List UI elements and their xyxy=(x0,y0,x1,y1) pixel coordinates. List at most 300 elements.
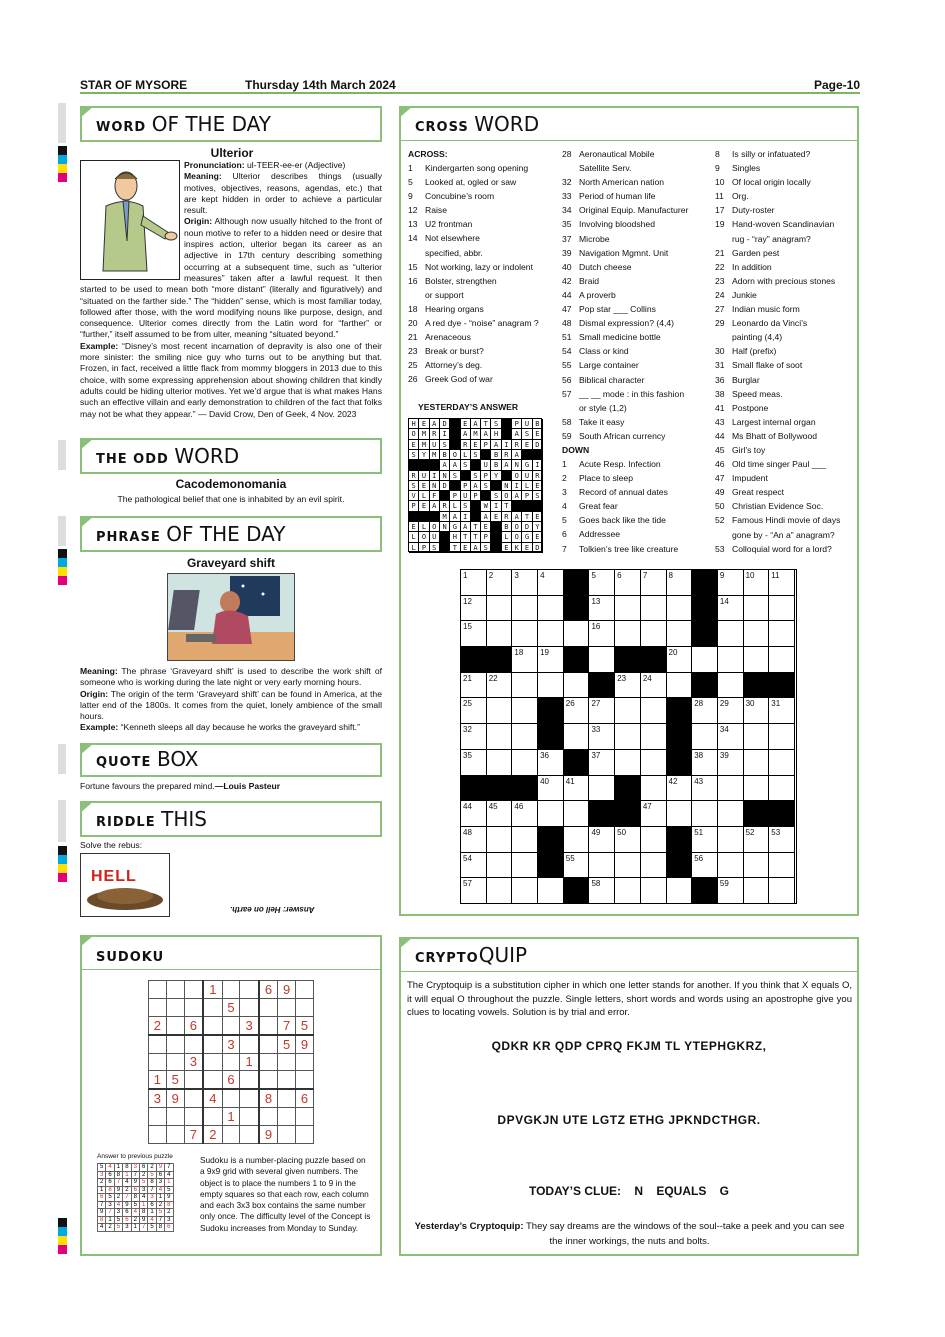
crossword-cell[interactable] xyxy=(564,724,590,750)
answer-cell: 8 xyxy=(123,1164,131,1172)
yesterday-answer-grid xyxy=(408,418,542,552)
sudoku-cell[interactable] xyxy=(259,998,278,1016)
sudoku-cell[interactable] xyxy=(203,1035,222,1053)
answer-cell xyxy=(471,460,481,470)
sudoku-cell[interactable] xyxy=(203,1108,222,1126)
crossword-cell[interactable] xyxy=(512,750,538,776)
sudoku-cell[interactable] xyxy=(278,1053,296,1071)
sudoku-cell[interactable] xyxy=(278,1108,296,1126)
crossword-cell[interactable]: 5 xyxy=(589,570,615,596)
crossword-cell[interactable] xyxy=(615,878,641,904)
answer-cell: O xyxy=(430,522,440,532)
crossword-cell[interactable]: 21 xyxy=(461,673,487,699)
answer-cell: 5 xyxy=(148,1171,156,1179)
crossword-cell[interactable] xyxy=(692,801,718,827)
crossword-cell[interactable] xyxy=(487,853,513,879)
crossword-cell[interactable]: 50 xyxy=(615,827,641,853)
answer-cell: S xyxy=(522,429,532,439)
crossword-cell[interactable]: 4 xyxy=(538,570,564,596)
crossword-cell[interactable]: 58 xyxy=(589,878,615,904)
sudoku-cell[interactable] xyxy=(296,1108,314,1126)
crossword-cell[interactable] xyxy=(718,827,744,853)
answer-cell xyxy=(450,440,460,450)
sudoku-cell[interactable] xyxy=(240,1108,259,1126)
crossword-cell[interactable] xyxy=(538,596,564,622)
sudoku-cell[interactable] xyxy=(222,1016,240,1034)
black-square xyxy=(769,673,795,699)
sudoku-cell[interactable] xyxy=(296,1053,314,1071)
sudoku-cell[interactable] xyxy=(203,998,222,1016)
crossword-cell[interactable]: 9 xyxy=(718,570,744,596)
sudoku-cell[interactable] xyxy=(278,1089,296,1107)
answer-cell: A xyxy=(502,460,512,470)
crossword-cell[interactable] xyxy=(641,776,667,802)
answer-cell xyxy=(512,501,522,511)
sudoku-cell[interactable] xyxy=(166,1016,184,1034)
quote-text: Fortune favours the prepared mind.—Louis Pasteur xyxy=(80,781,281,791)
black-square xyxy=(692,878,718,904)
sudoku-cell[interactable] xyxy=(166,998,184,1016)
answer-cell xyxy=(522,450,532,460)
crossword-cell[interactable] xyxy=(692,647,718,673)
clue-text: Kindergarten song opening xyxy=(425,163,529,173)
crossword-cell[interactable] xyxy=(667,621,693,647)
crossword-cell[interactable]: 55 xyxy=(564,853,590,879)
sudoku-cell[interactable] xyxy=(240,1126,259,1144)
crossword-cell[interactable]: 35 xyxy=(461,750,487,776)
crossword-cell[interactable]: 15 xyxy=(461,621,487,647)
crossword-cell[interactable]: 47 xyxy=(641,801,667,827)
clue-number: 38 xyxy=(715,388,725,399)
answer-cell xyxy=(491,522,501,532)
clue-number: 5 xyxy=(408,177,413,188)
clue-item xyxy=(715,387,840,401)
crossword-cell[interactable] xyxy=(641,878,667,904)
crossword-cell[interactable]: 33 xyxy=(589,724,615,750)
crossword-cell[interactable] xyxy=(744,776,770,802)
clue-item xyxy=(562,527,678,541)
sudoku-cell[interactable] xyxy=(259,1035,278,1053)
crossword-cell[interactable]: 10 xyxy=(744,570,770,596)
crossword-cell[interactable]: 3 xyxy=(512,570,538,596)
answer-cell: P xyxy=(522,491,532,501)
answer-cell: G xyxy=(522,460,532,470)
answer-cell: B xyxy=(491,460,501,470)
crossword-cell[interactable] xyxy=(769,647,795,673)
answer-cell: 7 xyxy=(114,1179,122,1187)
sudoku-cell[interactable] xyxy=(149,1053,167,1071)
crossword-cell[interactable] xyxy=(718,853,744,879)
crossword-cell[interactable] xyxy=(564,801,590,827)
answer-cell: T xyxy=(481,419,491,429)
clue-item xyxy=(715,443,840,457)
clue-item xyxy=(562,161,688,175)
sudoku-cell[interactable] xyxy=(259,1108,278,1126)
clue-item xyxy=(562,429,688,443)
crossword-cell[interactable] xyxy=(512,621,538,647)
clue-number: 55 xyxy=(562,360,572,371)
crossword-cell[interactable]: 57 xyxy=(461,878,487,904)
crossword-cell[interactable] xyxy=(744,853,770,879)
sudoku-cell[interactable] xyxy=(184,998,203,1016)
crossword-cell[interactable] xyxy=(512,878,538,904)
crossword-cell[interactable] xyxy=(641,621,667,647)
crossword-cell[interactable]: 27 xyxy=(589,698,615,724)
crossword-cell[interactable]: 1 xyxy=(461,570,487,596)
answer-cell xyxy=(430,512,440,522)
crossword-cell[interactable]: 39 xyxy=(718,750,744,776)
crossword-cell[interactable] xyxy=(512,673,538,699)
black-square xyxy=(615,801,641,827)
answer-cell: M xyxy=(440,512,450,522)
crossword-cell[interactable] xyxy=(769,776,795,802)
crossword-cell[interactable] xyxy=(667,596,693,622)
crossword-cell[interactable] xyxy=(512,853,538,879)
crossword-cell[interactable] xyxy=(744,724,770,750)
crossword-cell[interactable] xyxy=(487,724,513,750)
crossword-cell[interactable]: 36 xyxy=(538,750,564,776)
crossword-cell[interactable]: 48 xyxy=(461,827,487,853)
black-square xyxy=(615,776,641,802)
crossword-cell[interactable]: 2 xyxy=(487,570,513,596)
black-square xyxy=(461,647,487,673)
answer-cell: P xyxy=(512,419,522,429)
crossword-cell[interactable]: 44 xyxy=(461,801,487,827)
crossword-cell[interactable] xyxy=(744,878,770,904)
sudoku-cell[interactable] xyxy=(184,1108,203,1126)
crossword-cell[interactable] xyxy=(692,724,718,750)
answer-cell: A xyxy=(450,512,460,522)
crossword-cell[interactable] xyxy=(744,750,770,776)
sudoku-cell[interactable] xyxy=(222,981,240,999)
crossword-cell[interactable] xyxy=(718,801,744,827)
sudoku-cell[interactable] xyxy=(166,981,184,999)
clue-item xyxy=(562,316,688,330)
crossword-cell[interactable] xyxy=(718,621,744,647)
crossword-cell[interactable]: 16 xyxy=(589,621,615,647)
crossword-cell[interactable] xyxy=(769,596,795,622)
sudoku-cell: 3 xyxy=(222,1035,240,1053)
crossword-cell[interactable]: 29 xyxy=(718,698,744,724)
clue-item xyxy=(715,485,840,499)
black-square xyxy=(564,878,590,904)
crossword-cell[interactable]: 11 xyxy=(769,570,795,596)
answer-cell: T xyxy=(461,532,471,542)
crossword-cell[interactable] xyxy=(538,801,564,827)
crossword-cell[interactable] xyxy=(512,698,538,724)
crossword-cell[interactable]: 24 xyxy=(641,673,667,699)
answer-cell: A xyxy=(471,543,481,553)
sudoku-cell: 6 xyxy=(222,1071,240,1089)
crossword-cell[interactable]: 51 xyxy=(692,827,718,853)
crossword-cell[interactable] xyxy=(615,698,641,724)
sudoku-cell[interactable] xyxy=(296,1071,314,1089)
odd-word-definition: The pathological belief that one is inhabited by an evil spirit. xyxy=(117,494,345,504)
clue-number: 22 xyxy=(715,261,725,272)
clue-text: Colloquial word for a lord? xyxy=(732,543,832,554)
crossword-cell[interactable] xyxy=(487,621,513,647)
crossword-cell[interactable] xyxy=(744,621,770,647)
crossword-cell[interactable]: 30 xyxy=(744,698,770,724)
answer-cell: P xyxy=(409,501,419,511)
answer-cell: U xyxy=(481,460,491,470)
crossword-cell[interactable]: 43 xyxy=(692,776,718,802)
answer-cell: 3 xyxy=(131,1164,139,1172)
crossword-cell[interactable] xyxy=(487,698,513,724)
crossword-cell[interactable] xyxy=(641,827,667,853)
sudoku-cell[interactable] xyxy=(296,1126,314,1144)
crossword-cell[interactable] xyxy=(667,878,693,904)
clue-text: Postpone xyxy=(732,402,769,413)
answer-cell: N xyxy=(512,460,522,470)
sudoku-cell[interactable] xyxy=(296,998,314,1016)
crossword-cell[interactable] xyxy=(589,853,615,879)
across-clues-col1 xyxy=(408,161,539,387)
crossword-cell[interactable] xyxy=(769,621,795,647)
crossword-cell[interactable] xyxy=(487,827,513,853)
answer-cell: E xyxy=(409,440,419,450)
answer-cell: U xyxy=(461,491,471,501)
crossword-cell[interactable] xyxy=(615,596,641,622)
crossword-cell[interactable] xyxy=(667,801,693,827)
crossword-cell[interactable]: 37 xyxy=(589,750,615,776)
crossword-cell[interactable]: 42 xyxy=(667,776,693,802)
margin-bar xyxy=(58,516,66,546)
word-definition: Pronunciation: ul-TEER-ee-er (Adjective) Meaning: Ulterior describes things (usually motives, objectives, reasons, agendas, etc.) that are kept hidden in order to achieve a particular result. Origin: Although now usually hitched to the front of noun motive to refer to a hidden need or desire that inspires action, ulterior began its career as an adjective in 17th century describing something occurring at a subsequent time, such as “ulterior measures” taken after a lawful request. It then started to be used to mean both “more distant” (literally and figuratively) and “situated on the farther side.” The “hidden” sense, which is most familiar today, followed after those, with the word modifying nouns like purpose, design, and consequence. Ulterior comes directly from the Latin word for “farther” or “further,” itself assumed to be from ulter, meaning “situated beyond.” Example: “Disney’s most recent incarnation of depravity is also one of their more sinister: the smiling nice guy who turns out to be anything but that. Frozen, in fact, received a little flack from mommy bloggers in 2013 due to this choice, with some expressing apprehension about showing children that kindly adults could be hiding ulterior motives. Yet we’d argue that is what makes Hans such an effective villain and early demonstration to children of the fact that folks may not be what they appear.” — David Crow, Den of Geek, 4 Nov. 2023 xyxy=(80,160,382,419)
sudoku-cell[interactable] xyxy=(184,981,203,999)
sudoku-cell[interactable] xyxy=(149,1108,167,1126)
crossword-cell[interactable]: 8 xyxy=(667,570,693,596)
crossword-cell[interactable] xyxy=(538,878,564,904)
crossword-cell[interactable] xyxy=(718,673,744,699)
crossword-cell[interactable] xyxy=(564,827,590,853)
sudoku-cell: 1 xyxy=(222,1108,240,1126)
crossword-cell[interactable]: 28 xyxy=(692,698,718,724)
crossword-cell[interactable]: 13 xyxy=(589,596,615,622)
clue-text: Acute Resp. Infection xyxy=(579,459,661,469)
clue-text: Duty-roster xyxy=(732,205,775,216)
clue-text: Break or burst? xyxy=(425,346,484,357)
sudoku-cell[interactable] xyxy=(240,1035,259,1053)
crossword-cell[interactable] xyxy=(769,878,795,904)
sudoku-cell[interactable] xyxy=(149,981,167,999)
crossword-cell[interactable]: 46 xyxy=(512,801,538,827)
sudoku-cell[interactable] xyxy=(296,981,314,999)
crossword-cell[interactable] xyxy=(718,776,744,802)
clue-number: 37 xyxy=(562,233,572,244)
clue-number: 27 xyxy=(715,304,725,315)
sudoku-cell[interactable] xyxy=(184,1071,203,1089)
sudoku-cell[interactable] xyxy=(184,1035,203,1053)
answer-cell: 1 xyxy=(156,1194,164,1202)
crossword-cell[interactable] xyxy=(589,776,615,802)
crossword-cell[interactable]: 12 xyxy=(461,596,487,622)
answer-cell: 9 xyxy=(98,1209,106,1217)
crossword-cell[interactable]: 53 xyxy=(769,827,795,853)
crossword-cell[interactable]: 23 xyxy=(615,673,641,699)
sudoku-cell[interactable] xyxy=(149,1035,167,1053)
crossword-cell[interactable] xyxy=(641,596,667,622)
crossword-cell[interactable] xyxy=(769,853,795,879)
crossword-cell[interactable]: 56 xyxy=(692,853,718,879)
crossword-cell[interactable]: 40 xyxy=(538,776,564,802)
crossword-cell[interactable] xyxy=(744,647,770,673)
crossword-cell[interactable]: 38 xyxy=(692,750,718,776)
crossword-cell[interactable]: 59 xyxy=(718,878,744,904)
clue-number: 49 xyxy=(715,487,725,498)
crossword-cell[interactable] xyxy=(564,673,590,699)
sudoku-cell[interactable] xyxy=(259,1016,278,1034)
crossword-cell[interactable]: 22 xyxy=(487,673,513,699)
sudoku-cell[interactable] xyxy=(166,1035,184,1053)
crossword-cell[interactable] xyxy=(538,621,564,647)
clue-text: Garden pest xyxy=(732,247,780,258)
crossword-cell[interactable]: 49 xyxy=(589,827,615,853)
sudoku-cell[interactable] xyxy=(259,1071,278,1089)
clue-number: 14 xyxy=(408,233,418,244)
sudoku-cell[interactable] xyxy=(222,1053,240,1071)
crossword-cell[interactable]: 52 xyxy=(744,827,770,853)
answer-cell: S xyxy=(409,481,419,491)
crossword-cell[interactable] xyxy=(615,724,641,750)
crossword-cell[interactable]: 34 xyxy=(718,724,744,750)
answer-cell: 6 xyxy=(131,1186,139,1194)
crossword-cell[interactable]: 31 xyxy=(769,698,795,724)
clue-text: Burglar xyxy=(732,374,760,385)
crossword-cell[interactable] xyxy=(615,853,641,879)
clue-item xyxy=(408,203,539,217)
crossword-cell[interactable] xyxy=(487,596,513,622)
crossword-cell[interactable] xyxy=(641,853,667,879)
crossword-cell[interactable] xyxy=(538,673,564,699)
cryptoquip-line1: QDKR KR QDP CPRQ FKJM TL YTEPHGKRZ, xyxy=(491,1039,767,1053)
crossword-cell[interactable] xyxy=(641,698,667,724)
clue-number: 45 xyxy=(715,444,725,455)
crossword-cell[interactable] xyxy=(512,827,538,853)
sudoku-cell[interactable] xyxy=(222,1089,240,1107)
answer-cell: 7 xyxy=(148,1186,156,1194)
crossword-cell[interactable]: 45 xyxy=(487,801,513,827)
crossword-cell[interactable]: 32 xyxy=(461,724,487,750)
sudoku-cell[interactable] xyxy=(240,1089,259,1107)
clue-text: U2 frontman xyxy=(425,219,473,230)
sudoku-cell[interactable] xyxy=(240,1071,259,1089)
crossword-cell[interactable]: 19 xyxy=(538,647,564,673)
clue-item xyxy=(715,415,840,429)
answer-cell: 8 xyxy=(139,1209,147,1217)
sudoku-cell[interactable] xyxy=(240,998,259,1016)
answer-cell: A xyxy=(481,512,491,522)
answer-cell: I xyxy=(440,429,450,439)
sudoku-cell[interactable] xyxy=(278,1071,296,1089)
sudoku-cell[interactable] xyxy=(203,1071,222,1089)
crossword-cell[interactable]: 26 xyxy=(564,698,590,724)
crossword-cell[interactable] xyxy=(718,647,744,673)
sudoku-cell[interactable] xyxy=(278,998,296,1016)
clue-item xyxy=(408,175,539,189)
answer-cell: 2 xyxy=(156,1201,164,1209)
sudoku-cell[interactable] xyxy=(166,1108,184,1126)
clue-text: Impudent xyxy=(732,473,768,484)
clue-number: 11 xyxy=(715,191,724,202)
crossword-cell[interactable]: 54 xyxy=(461,853,487,879)
sudoku-cell[interactable] xyxy=(166,1053,184,1071)
sudoku-cell[interactable] xyxy=(149,1126,167,1144)
sudoku-cell[interactable] xyxy=(259,1053,278,1071)
sudoku-cell[interactable] xyxy=(278,1126,296,1144)
black-square xyxy=(538,827,564,853)
answer-cell: A xyxy=(461,429,471,439)
answer-cell: E xyxy=(522,440,532,450)
clue-item xyxy=(715,429,840,443)
crossword-cell[interactable] xyxy=(512,596,538,622)
answer-cell: E xyxy=(491,512,501,522)
crossword-cell[interactable] xyxy=(641,750,667,776)
answer-cell: 5 xyxy=(106,1194,114,1202)
clue-number: 54 xyxy=(562,346,572,357)
answer-cell: 1 xyxy=(139,1201,147,1209)
crossword-cell[interactable] xyxy=(667,673,693,699)
answer-cell xyxy=(409,460,419,470)
answer-cell: E xyxy=(533,532,543,542)
clue-item xyxy=(562,217,688,231)
crossword-cell[interactable]: 18 xyxy=(512,647,538,673)
crossword-cell[interactable] xyxy=(615,750,641,776)
crossword-cell[interactable]: 25 xyxy=(461,698,487,724)
answer-cell: U xyxy=(430,440,440,450)
answer-cell: A xyxy=(450,460,460,470)
registration-mark xyxy=(58,146,67,182)
crossword-cell[interactable] xyxy=(487,878,513,904)
crossword-cell[interactable]: 41 xyxy=(564,776,590,802)
phrase-illustration xyxy=(167,573,295,661)
clue-item xyxy=(562,288,688,302)
answer-cell: 7 xyxy=(156,1216,164,1224)
yesterday-answer-label: YESTERDAY’S ANSWER xyxy=(418,402,519,412)
clue-text: gone by - “An a” anagram? xyxy=(732,529,835,540)
sudoku-cell[interactable] xyxy=(240,981,259,999)
crossword-cell[interactable] xyxy=(744,596,770,622)
answer-cell: 7 xyxy=(131,1171,139,1179)
sudoku-cell[interactable] xyxy=(222,1126,240,1144)
crossword-cell[interactable] xyxy=(769,724,795,750)
sudoku-cell[interactable] xyxy=(203,1016,222,1034)
clue-item xyxy=(408,189,539,203)
crossword-cell[interactable] xyxy=(564,621,590,647)
crossword-cell[interactable] xyxy=(769,750,795,776)
crossword-cell[interactable] xyxy=(615,621,641,647)
sudoku-cell: 9 xyxy=(296,1035,314,1053)
crossword-cell[interactable] xyxy=(641,724,667,750)
sudoku-cell[interactable] xyxy=(166,1126,184,1144)
phrase-definition: Meaning: The phrase ‘Graveyard shift’ is used to describe the work shift of someone who is working during the late night or very early morning hours. Origin: The origin of the term ‘Graveyard shift’ can be found in America, at the latter end of the 1800s. It comes from the quiet, lonely ambience of the small hours. Example: “Kenneth sleeps all day because he works the graveyard shift.” xyxy=(80,666,382,733)
crossword-cell[interactable] xyxy=(589,647,615,673)
sudoku-cell[interactable] xyxy=(149,998,167,1016)
crossword-cell[interactable] xyxy=(512,724,538,750)
clue-number: 8 xyxy=(715,149,720,159)
sudoku-cell[interactable] xyxy=(184,1089,203,1107)
crossword-cell[interactable] xyxy=(487,750,513,776)
crossword-cell[interactable]: 7 xyxy=(641,570,667,596)
crossword-cell[interactable]: 6 xyxy=(615,570,641,596)
crossword-cell[interactable]: 20 xyxy=(667,647,693,673)
crossword-cell[interactable]: 14 xyxy=(718,596,744,622)
answer-cell: H xyxy=(409,419,419,429)
answer-cell: 2 xyxy=(139,1171,147,1179)
answer-cell: R xyxy=(512,440,522,450)
word-of-day-title: WORD OF THE DAY xyxy=(80,106,382,142)
sudoku-cell[interactable] xyxy=(203,1053,222,1071)
